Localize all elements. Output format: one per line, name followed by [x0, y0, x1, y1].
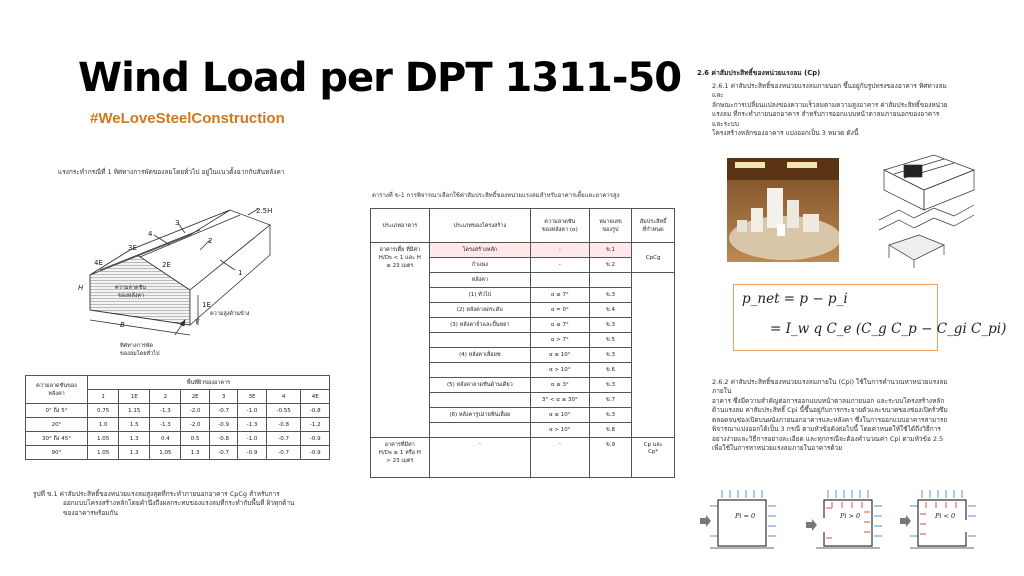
table-row: (3) หลังคาจั่วและปั้นหยา α ≤ 7° ข.3	[371, 318, 675, 333]
figure2-caption: รูปที่ ข.1 ค่าสัมประสิทธิ์ของหน่วยแรงลมสูงสุดที่กระทำภายนอกอาคาร CpCg สำหรับการ ออกแบบโครงสร้างหลักโดยคำนึงถึงผลกระทบของแรงลมที่กระทำกับพื้นที่ ผิวทุกด้าน ของอาคารพร้อมกัน	[33, 490, 295, 517]
selection-table-title: ตารางที่ ข-1 การพิจารณาเลือกใช้ค่าสัมประสิทธิ์ของหน่วยแรงลมสำหรับอาคารเตี้ยและอาคารสูง	[372, 192, 620, 199]
table-row: 3° < α ≤ 30° ข.7	[371, 393, 675, 408]
case-label-positive: Pi > 0	[840, 512, 861, 520]
table-row: 90° 1.05 1.3 1.05 1.3 -0.7 -0.9 -0.7 -0.9	[26, 446, 330, 460]
formula-line-1: p_net = p − p_i	[742, 291, 848, 307]
slide-title: Wind Load per DPT 1311-50	[78, 55, 682, 101]
table-row: α > 10° ข.6	[371, 363, 675, 378]
ptable-col: 2E	[181, 390, 209, 404]
table-row: α > 7° ข.5	[371, 333, 675, 348]
coef-low: CpCg	[632, 243, 675, 273]
table-row: α > 10° ข.8	[371, 423, 675, 438]
figure1-caption: แรงกระทำกรณีที่ 1 ทิศทางการพัดของลมโดยทั่วไป อยู่ในแนวตั้งฉากกับสันหลังคา	[58, 168, 285, 176]
building-wind-figure	[70, 205, 300, 365]
net-pressure-formula	[733, 284, 1007, 351]
ptable-col: 1	[88, 390, 119, 404]
slope-header-2: หลังคา	[48, 390, 65, 397]
table-row: อาคารที่มีค่า H/Ds ≥ 1 หรือ H > 23 เมตร - - ข.9 Cp และ Cp*	[371, 438, 675, 478]
label-1e: 1E	[202, 301, 211, 309]
ptable-col: 2	[150, 390, 181, 404]
table-row: (5) หลังคาลาดชันด้านเดียว α ≤ 3° ข.3	[371, 378, 675, 393]
table-row: 30° ถึง 45° 1.05 1.3 0.4 0.5 -0.8 -1.0 -0.7 -0.9	[26, 432, 330, 446]
wind-tunnel-photo	[727, 158, 839, 262]
label-4e: 4E	[94, 259, 103, 267]
table-row: (2) หลังคาลดระดับ α = 0° ข.4	[371, 303, 675, 318]
table-row: (6) หลังคารูปง่ายฟันเลื่อย α ≤ 10° ข.3	[371, 408, 675, 423]
wind-label-1: ทิศทางการพัด	[120, 343, 154, 349]
wind-label-2: ของลมโดยทั่วไป	[120, 351, 160, 357]
slope-label-2: ของหลังคา	[118, 293, 145, 299]
coefficient-selection-table: ประเภทอาคาร ประเภทของโครงสร้าง ความลาดชัน ของหลังคา (α) หมายเลข ของรูป สัมประสิทธิ์ ที่กำหนด อาคารเตี้ย ที่มีค่า H/Ds < 1 และ H ≤ 23 เมตร โครงสร้างหลัก - ข.1 CpCg กำแพง - ข.2 หลังคา (1) ทั่วไป α ≤ 7° ข.3 (2) หลังคาลดระดับ α = 0° ข.4 (3) หลังคาจั่วและปั้นหยา α ≤ 7° ข.3 α > 7° ข.5 (4) หลังคาเลื่อยซ α ≤ 10° ข.3 α > 10° ข.6 (5) หลังคาลาดชันด้านเดียว α ≤ 3° ข.3 3° < α ≤ 30° ข.7 (6) หลังคารูปง่ายฟันเลื่อย α ≤ 10° ข.3 α > 10° ข.8 อาคารที่มีค่า H/Ds ≥ 1 หรือ H > 23 เมตร - - ข.9 Cp และ Cp*	[370, 208, 675, 478]
table-row: กำแพง - ข.2	[371, 258, 675, 273]
label-3e: 3E	[128, 244, 137, 252]
ptable-col: 4E	[301, 390, 330, 404]
label-4: 4	[148, 230, 153, 238]
label-2: 2	[208, 237, 213, 245]
table-row: 0° ถึง 5° 0.75 1.15 -1.3 -2.0 -0.7 -1.0 -0.55 -0.8	[26, 404, 330, 418]
ptable-col: 3	[209, 390, 237, 404]
hashtag: #WeLoveSteelConstruction	[90, 110, 285, 127]
slope-header-1: ความลาดชันของ	[36, 382, 77, 389]
table-row: อาคารเตี้ย ที่มีค่า H/Ds < 1 และ H ≤ 23 เมตร โครงสร้างหลัก - ข.1 CpCg	[371, 243, 675, 258]
label-3: 3	[175, 219, 180, 227]
header-structure: ประเภทของโครงสร้าง	[429, 209, 530, 243]
case-label-negative: Pi < 0	[935, 512, 956, 520]
label-2-5h: 2.5H	[256, 207, 273, 215]
table-row: (4) หลังคาเลื่อยซ α ≤ 10° ข.3	[371, 348, 675, 363]
table-row: (1) ทั่วไป α ≤ 7° ข.3	[371, 288, 675, 303]
label-b: B	[120, 321, 125, 329]
ptable-col: 1E	[119, 390, 150, 404]
paragraph-2-6-2: 2.6.2 ค่าสัมประสิทธิ์ของหน่วยแรงลมภายใน (Cpi) ใช้ในการคำนวณหาหน่วยแรงลมภายใน อาคาร ซึ่งมีความสำคัญต่อการออกแบบหน้าตาลมภายนอก และระบบโครงสร้างหลัก ด้านแรงลม ค่าสัมประสิทธิ์ Cpi นี้ขึ้นอยู่กับการกระจายตัวและขนาดของช่องเปิดรั่วซึม ตลอดจนช่องเปิดบนผนังภายนอกอาคารและหลังคา ซึ่งในการออกแบบอาคารสามารถ พิจารณาแบ่งออกได้เป็น 3 กรณี ตามหัวข้อดังต่อไปนี้ โดยค่าหนดให้ใช้ได้ถึงวิธีการ อย่างง่ายและวิธีการอย่างละเอียด และทุกกรณีจะต้องคำนวณค่า Cpi ตามหัวข้อ 2.5 เพื่อใช้ในการหาหน่วยแรงลมภายในอาคารด้วย	[712, 378, 948, 452]
table-row: 20° 1.0 1.5 -1.3 -2.0 -0.9 -1.3 -0.8 -1.2	[26, 418, 330, 432]
side-height-label: ความสูงด้านข้าง	[210, 311, 250, 317]
label-gamma: γ	[195, 317, 200, 325]
surface-header: พื้นที่ผิวของอาคาร	[88, 376, 330, 390]
formula-line-2: = I_w q C_e (C_g C_p − C_gi C_pi)	[770, 321, 1007, 337]
label-2e: 2E	[162, 261, 171, 269]
label-1: 1	[238, 269, 243, 277]
wind-tunnel-sketch	[874, 150, 979, 270]
paragraph-2-6-1: 2.6.1 ค่าสัมประสิทธิ์ของหน่วยแรงลมภายนอก ขึ้นอยู่กับรูปทรงของอาคาร ทิศทางลม และ ลักษณะการเปลี่ยนแปลงของความเร็วลมตามความสูงอาคาร ค่าสัมประสิทธิ์ของหน่วย แรงลม ที่กระทำภายนอกอาคาร สำหรับการออกแบบหน้าตาลมภายนอกของอาคาร และระบบ โครงสร้างหลักของอาคาร แบ่งออกเป็น 3 หมวด ดังนี้	[712, 82, 948, 138]
label-h: H	[78, 284, 84, 292]
section-heading: 2.6 ค่าสัมประสิทธิ์ของหน่วยแรงลม (Cp)	[697, 69, 821, 77]
ptable-col: 3E	[238, 390, 266, 404]
ptable-col: 4	[266, 390, 301, 404]
table-row: หลังคา	[371, 273, 675, 288]
pressure-coefficient-table	[25, 375, 330, 460]
slope-label-1: ความลาดชัน	[115, 285, 147, 291]
header-building: ประเภทอาคาร	[371, 209, 430, 243]
case-label-zero: Pi = 0	[735, 512, 756, 520]
